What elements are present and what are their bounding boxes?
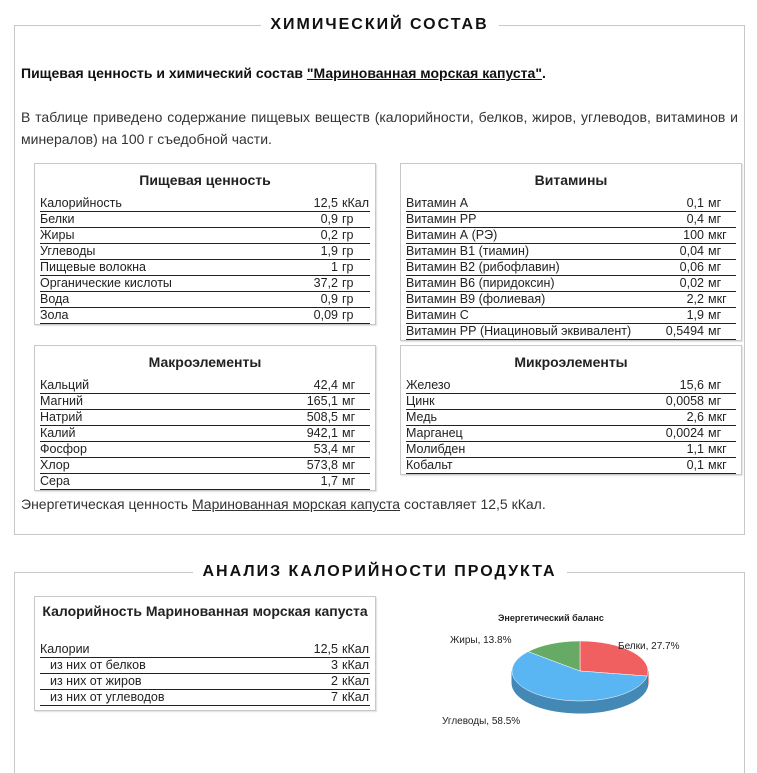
row-name: Пищевые волокна (40, 260, 146, 274)
row-name: Углеводы (40, 244, 96, 258)
row-unit: мг (342, 458, 356, 472)
row-value: 7 (331, 690, 338, 704)
macro-table (34, 345, 376, 491)
heading-suffix: . (541, 65, 546, 81)
table-row (406, 308, 736, 324)
row-name: Органические кислоты (40, 276, 172, 290)
pie-label-proteins: Белки, 27.7% (618, 641, 680, 652)
row-value: 0,9 (320, 292, 338, 306)
table-row (40, 378, 370, 394)
row-name: Витамин В9 (фолиевая) (406, 292, 546, 306)
table-row (40, 276, 370, 292)
row-name: Белки (40, 212, 75, 226)
row-value: 100 (683, 228, 704, 242)
row-name: Железо (406, 378, 451, 392)
table-row (406, 260, 736, 276)
section-title-analysis: АНАЛИЗ КАЛОРИЙНОСТИ ПРОДУКТА (192, 560, 566, 584)
row-name: Калории (40, 642, 90, 656)
intro-text: В таблице приведено содержание пищевых веществ (калорийности, белков, жиров, углеводов, витаминов и минералов) на 100 г съедобной части. (21, 109, 738, 147)
row-unit: гр (342, 308, 354, 322)
row-name: Жиры (40, 228, 75, 242)
row-unit: мг (708, 394, 722, 408)
nutrition-title: Пищевая ценность (139, 172, 271, 188)
row-unit: мг (708, 260, 722, 274)
row-name: Витамин В2 (рибофлавин) (406, 260, 560, 274)
table-row (40, 196, 370, 212)
row-value: 2,2 (686, 292, 704, 306)
table-row (406, 196, 736, 212)
row-value: 53,4 (313, 442, 338, 456)
row-name: Марганец (406, 426, 463, 440)
table-row (40, 212, 370, 228)
row-unit: мг (708, 378, 722, 392)
pie-label-carbs: Углеводы, 58.5% (442, 716, 521, 727)
table-row (40, 442, 370, 458)
row-name: Цинк (406, 394, 435, 408)
table-row (40, 642, 370, 658)
row-value: 12,5 (313, 642, 338, 656)
row-value: 1,7 (320, 474, 338, 488)
table-row (406, 394, 736, 410)
heading-prefix: Пищевая ценность и химический состав (21, 65, 307, 81)
row-value: 2,6 (686, 410, 704, 424)
row-name: Медь (406, 410, 438, 424)
table-row (406, 378, 736, 394)
row-unit: мг (708, 426, 722, 440)
row-unit: кКал (342, 674, 369, 688)
row-name: Магний (40, 394, 83, 408)
row-unit: гр (342, 276, 354, 290)
row-value: 0,04 (679, 244, 704, 258)
vitamins-table (400, 163, 742, 341)
table-row (40, 260, 370, 276)
row-unit: мкг (708, 292, 727, 306)
energy-suffix: составляет 12,5 кКал. (400, 496, 546, 512)
row-value: 1,9 (686, 308, 704, 322)
chemical-composition-section (14, 16, 745, 535)
table-row (40, 394, 370, 410)
row-name: Натрий (40, 410, 83, 424)
row-value: 165,1 (306, 394, 338, 408)
table-row (406, 212, 736, 228)
table-row (40, 474, 370, 490)
row-name: Калорийность (40, 196, 122, 210)
row-name: Сера (40, 474, 70, 488)
calories-table (34, 596, 376, 711)
row-value: 15,6 (679, 378, 704, 392)
row-value: 0,02 (679, 276, 704, 290)
calories-title: Калорийность Маринованная морская капуста (42, 603, 368, 619)
row-value: 0,06 (679, 260, 704, 274)
row-value: 42,4 (313, 378, 338, 392)
row-value: 12,5 (313, 196, 338, 210)
table-row (406, 324, 736, 340)
table-row (406, 442, 736, 458)
row-unit: кКал (342, 658, 369, 672)
row-unit: кКал (342, 642, 369, 656)
micro-title: Микроэлементы (514, 354, 628, 370)
row-name: Фосфор (40, 442, 87, 456)
row-name: из них от жиров (50, 674, 142, 688)
row-name: Витамин В1 (тиамин) (406, 244, 530, 258)
row-name: из них от белков (50, 658, 146, 672)
table-row (40, 658, 370, 674)
row-name: Витамин А (406, 196, 469, 210)
row-unit: мг (342, 378, 356, 392)
row-name: Кобальт (406, 458, 453, 472)
row-value: 0,0024 (665, 426, 704, 440)
table-row (40, 690, 370, 706)
row-value: 1,1 (686, 442, 704, 456)
row-unit: гр (342, 292, 354, 306)
table-row (406, 458, 736, 474)
row-unit: кКал (342, 690, 369, 704)
row-name: Витамин РР (Ниациновый эквивалент) (406, 324, 632, 338)
table-row (40, 410, 370, 426)
row-name: Хлор (40, 458, 70, 472)
page-heading (21, 65, 546, 81)
table-row (40, 244, 370, 260)
row-unit: мкг (708, 458, 727, 472)
row-unit: мг (342, 474, 356, 488)
row-value: 508,5 (306, 410, 338, 424)
row-unit: мкг (708, 442, 727, 456)
row-value: 0,0058 (665, 394, 704, 408)
row-unit: мг (708, 324, 722, 338)
row-unit: мг (708, 308, 722, 322)
row-value: 942,1 (306, 426, 338, 440)
row-unit: мг (708, 244, 722, 258)
row-unit: мг (708, 196, 722, 210)
table-row (40, 292, 370, 308)
row-name: из них от углеводов (50, 690, 165, 704)
row-unit: гр (342, 212, 354, 226)
table-row (406, 292, 736, 308)
row-value: 37,2 (313, 276, 338, 290)
table-row (406, 426, 736, 442)
row-name: Зола (40, 308, 69, 322)
section-title-chemical: ХИМИЧЕСКИЙ СОСТАВ (260, 13, 498, 37)
vitamins-title: Витамины (534, 172, 608, 188)
row-unit: мкг (708, 410, 727, 424)
row-value: 1 (331, 260, 338, 274)
row-value: 0,9 (320, 212, 338, 226)
table-row (40, 308, 370, 324)
nutrition-table (34, 163, 376, 325)
row-name: Витамин РР (406, 212, 477, 226)
table-row (406, 410, 736, 426)
product-link[interactable]: "Маринованная морская капуста" (306, 65, 542, 81)
row-unit: гр (342, 260, 354, 274)
row-value: 0,2 (320, 228, 338, 242)
row-value: 0,1 (686, 458, 704, 472)
chart-title: Энергетический баланс (498, 613, 604, 623)
row-unit: мг (342, 410, 356, 424)
row-value: 0,1 (686, 196, 704, 210)
pie-label-fats: Жиры, 13.8% (450, 635, 512, 646)
row-value: 3 (331, 658, 338, 672)
row-name: Калий (40, 426, 76, 440)
micro-table (400, 345, 742, 475)
row-value: 0,5494 (665, 324, 704, 338)
row-value: 1,9 (320, 244, 338, 258)
row-unit: мг (342, 426, 356, 440)
row-name: Витамин А (РЭ) (406, 228, 498, 242)
row-name: Вода (40, 292, 70, 306)
table-row (40, 674, 370, 690)
energy-text (21, 496, 546, 512)
row-value: 0,4 (686, 212, 704, 226)
macro-title: Макроэлементы (148, 354, 262, 370)
row-name: Молибден (406, 442, 466, 456)
row-unit: мг (708, 212, 722, 226)
row-name: Кальций (40, 378, 90, 392)
energy-prefix: Энергетическая ценность (21, 496, 192, 512)
table-row (40, 458, 370, 474)
row-unit: кКал (342, 196, 369, 210)
row-unit: мкг (708, 228, 727, 242)
row-unit: мг (342, 394, 356, 408)
energy-balance-chart (435, 609, 725, 737)
calorie-analysis-section (14, 563, 745, 773)
table-row (40, 426, 370, 442)
table-row (406, 276, 736, 292)
row-value: 573,8 (306, 458, 338, 472)
row-unit: гр (342, 228, 354, 242)
row-value: 0,09 (313, 308, 338, 322)
row-name: Витамин В6 (пиридоксин) (406, 276, 555, 290)
row-name: Витамин С (406, 308, 469, 322)
row-unit: гр (342, 244, 354, 258)
table-row (406, 228, 736, 244)
row-unit: мг (708, 276, 722, 290)
table-row (406, 244, 736, 260)
table-row (40, 228, 370, 244)
row-value: 2 (331, 674, 338, 688)
row-unit: мг (342, 442, 356, 456)
energy-product-link[interactable]: Маринованная морская капуста (191, 496, 401, 512)
